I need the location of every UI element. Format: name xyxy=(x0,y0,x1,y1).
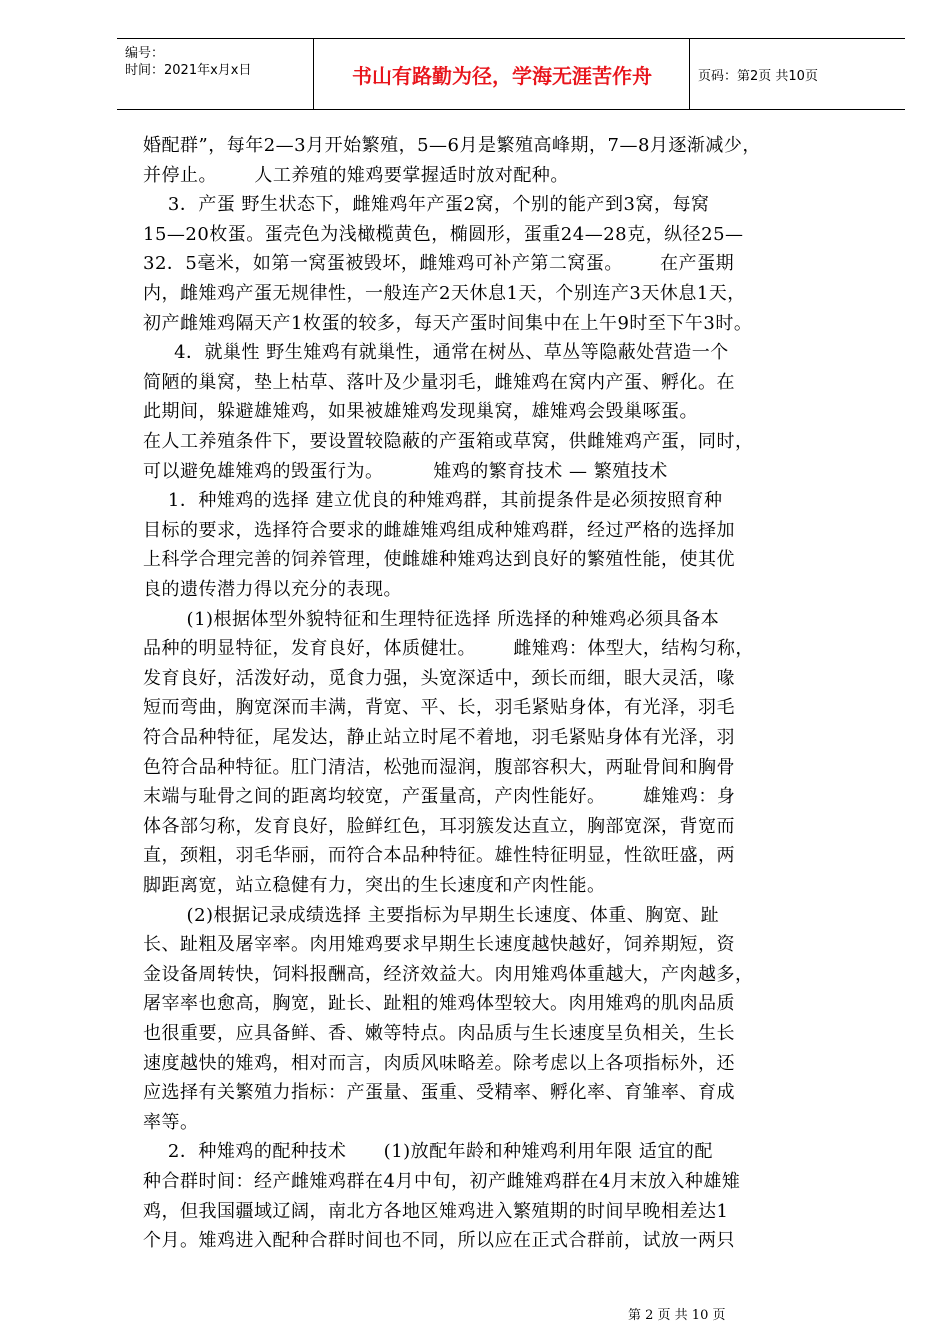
text-line: 应选择有关繁殖力指标：产蛋量、蛋重、受精率、孵化率、育雏率、育成 xyxy=(143,1082,735,1104)
text-line: 符合品种特征，尾发达，静止站立时尾不着地，羽毛紧贴身体有光泽，羽 xyxy=(143,727,735,748)
text-line: 末端与耻骨之间的距离均较宽，产蛋量高，产肉性能好。 雄雉鸡：身 xyxy=(143,786,736,808)
text-line: 速度越快的雉鸡，相对而言，肉质风味略差。除考虑以上各项指标外，还 xyxy=(143,1052,735,1074)
page-footer: 第 2 页 共 10 页 xyxy=(628,1308,726,1323)
text-line: 内，雌雉鸡产蛋无规律性，一般连产2天休息1天，个别连产3天休息1天， xyxy=(143,283,746,304)
text-line: 也很重要，应具备鲜、香、嫩等特点。肉品质与生长速度呈负相关，生长 xyxy=(143,1023,735,1044)
text-line: 目标的要求，选择符合要求的雌雄雉鸡组成种雉鸡群，经过严格的选择加 xyxy=(143,519,735,541)
text-line: 短而弯曲，胸宽深而丰满，背宽、平、长，羽毛紧贴身体，有光泽，羽毛 xyxy=(143,697,735,719)
text-line: 在人工养殖条件下，要设置较隐蔽的产蛋箱或草窝，供雌雉鸡产蛋，同时， xyxy=(143,431,754,452)
text-line: 脚距离宽，站立稳健有力，突出的生长速度和产肉性能。 xyxy=(143,875,606,896)
text-line: 婚配群”，每年2—3月开始繁殖，5—6月是繁殖高峰期，7—8月逐渐减少， xyxy=(143,135,761,156)
text-line: (1)根据体型外貌特征和生理特征选择 所选择的种雉鸡必须具备本 xyxy=(143,608,720,630)
document-header xyxy=(117,38,905,110)
text-line: 长、趾粗及屠宰率。肉用雉鸡要求早期生长速度越快越好，饲养期短，资 xyxy=(143,934,735,956)
text-line: 32．5毫米，如第一窝蛋被毁坏，雌雉鸡可补产第二窝蛋。 在产蛋期 xyxy=(143,253,735,275)
text-line: 色符合品种特征。肛门清洁，松弛而湿润，腹部容积大，两耻骨间和胸骨 xyxy=(143,756,735,778)
text-line: 种合群时间：经产雌雉鸡群在4月中旬，初产雌雉鸡群在4月末放入种雄雉 xyxy=(143,1171,741,1192)
text-line: 上科学合理完善的饲养管理，使雌雄种雉鸡达到良好的繁殖性能，使其优 xyxy=(143,549,735,571)
text-line: 4．就巢性 野生雉鸡有就巢性，通常在树丛、草丛等隐蔽处营造一个 xyxy=(143,342,729,364)
text-line: 此期间，躲避雄雉鸡，如果被雄雉鸡发现巢窝，雄雉鸡会毁巢啄蛋。 xyxy=(143,401,698,423)
header-meta-cell xyxy=(117,39,314,109)
code-label: 编号： xyxy=(125,46,165,61)
text-line: 2．种雉鸡的配种技术 (1)放配年龄和种雉鸡利用年限 适宜的配 xyxy=(143,1141,713,1163)
text-line: 率等。 xyxy=(143,1111,199,1133)
text-line: 体各部匀称，发育良好，脸鲜红色，耳羽簇发达直立，胸部宽深，背宽而 xyxy=(143,815,735,837)
text-line: 可以避免雄雉鸡的毁蛋行为。 雉鸡的繁育技术 — 繁殖技术 xyxy=(143,460,668,482)
text-line: 良的遗传潜力得以充分的表现。 xyxy=(143,579,402,600)
text-line: 金设备周转快，饲料报酬高，经济效益大。肉用雉鸡体重越大，产肉越多， xyxy=(143,963,754,985)
text-line: 简陋的巢窝，垫上枯草、落叶及少量羽毛，雌雉鸡在窝内产蛋、孵化。在 xyxy=(143,371,735,393)
text-line: 鸡，但我国疆域辽阔，南北方各地区雉鸡进入繁殖期的时间早晚相差达1 xyxy=(143,1200,729,1222)
time-label: 时间：2021年x月x日 xyxy=(125,63,252,78)
text-line: 个月。雉鸡进入配种合群时间也不同，所以应在正式合群前，试放一两只 xyxy=(143,1230,735,1252)
text-line: 并停止。 人工养殖的雉鸡要掌握适时放对配种。 xyxy=(143,164,569,186)
text-line: 品种的明显特征，发育良好，体质健壮。 雌雉鸡：体型大，结构匀称， xyxy=(143,638,754,660)
text-line: 初产雌雉鸡隔天产1枚蛋的较多，每天产蛋时间集中在上午9时至下午3时。 xyxy=(143,312,753,334)
header-motto: 书山有路勤为径，学海无涯苦作舟 xyxy=(315,39,690,109)
text-line: 3．产蛋 野生状态下，雌雉鸡年产蛋2窝，个别的能产到3窝，每窝 xyxy=(143,194,710,216)
text-line: (2)根据记录成绩选择 主要指标为早期生长速度、体重、胸宽、趾 xyxy=(143,904,720,926)
text-line: 屠宰率也愈高，胸宽，趾长、趾粗的雉鸡体型较大。肉用雉鸡的肌肉品质 xyxy=(143,993,735,1015)
text-line: 发育良好，活泼好动，觅食力强，头宽深适中，颈长而细，眼大灵活，喙 xyxy=(143,667,735,689)
header-page-info: 页码：第2页 共10页 xyxy=(698,68,818,84)
text-line: 1．种雉鸡的选择 建立优良的种雉鸡群，其前提条件是必须按照育种 xyxy=(143,490,723,512)
text-line: 直，颈粗，羽毛华丽，而符合本品种特征。雄性特征明显，性欲旺盛，两 xyxy=(143,845,735,867)
text-line: 15—20枚蛋。蛋壳色为浅橄榄黄色，椭圆形，蛋重24—28克，纵径25— xyxy=(143,223,744,245)
